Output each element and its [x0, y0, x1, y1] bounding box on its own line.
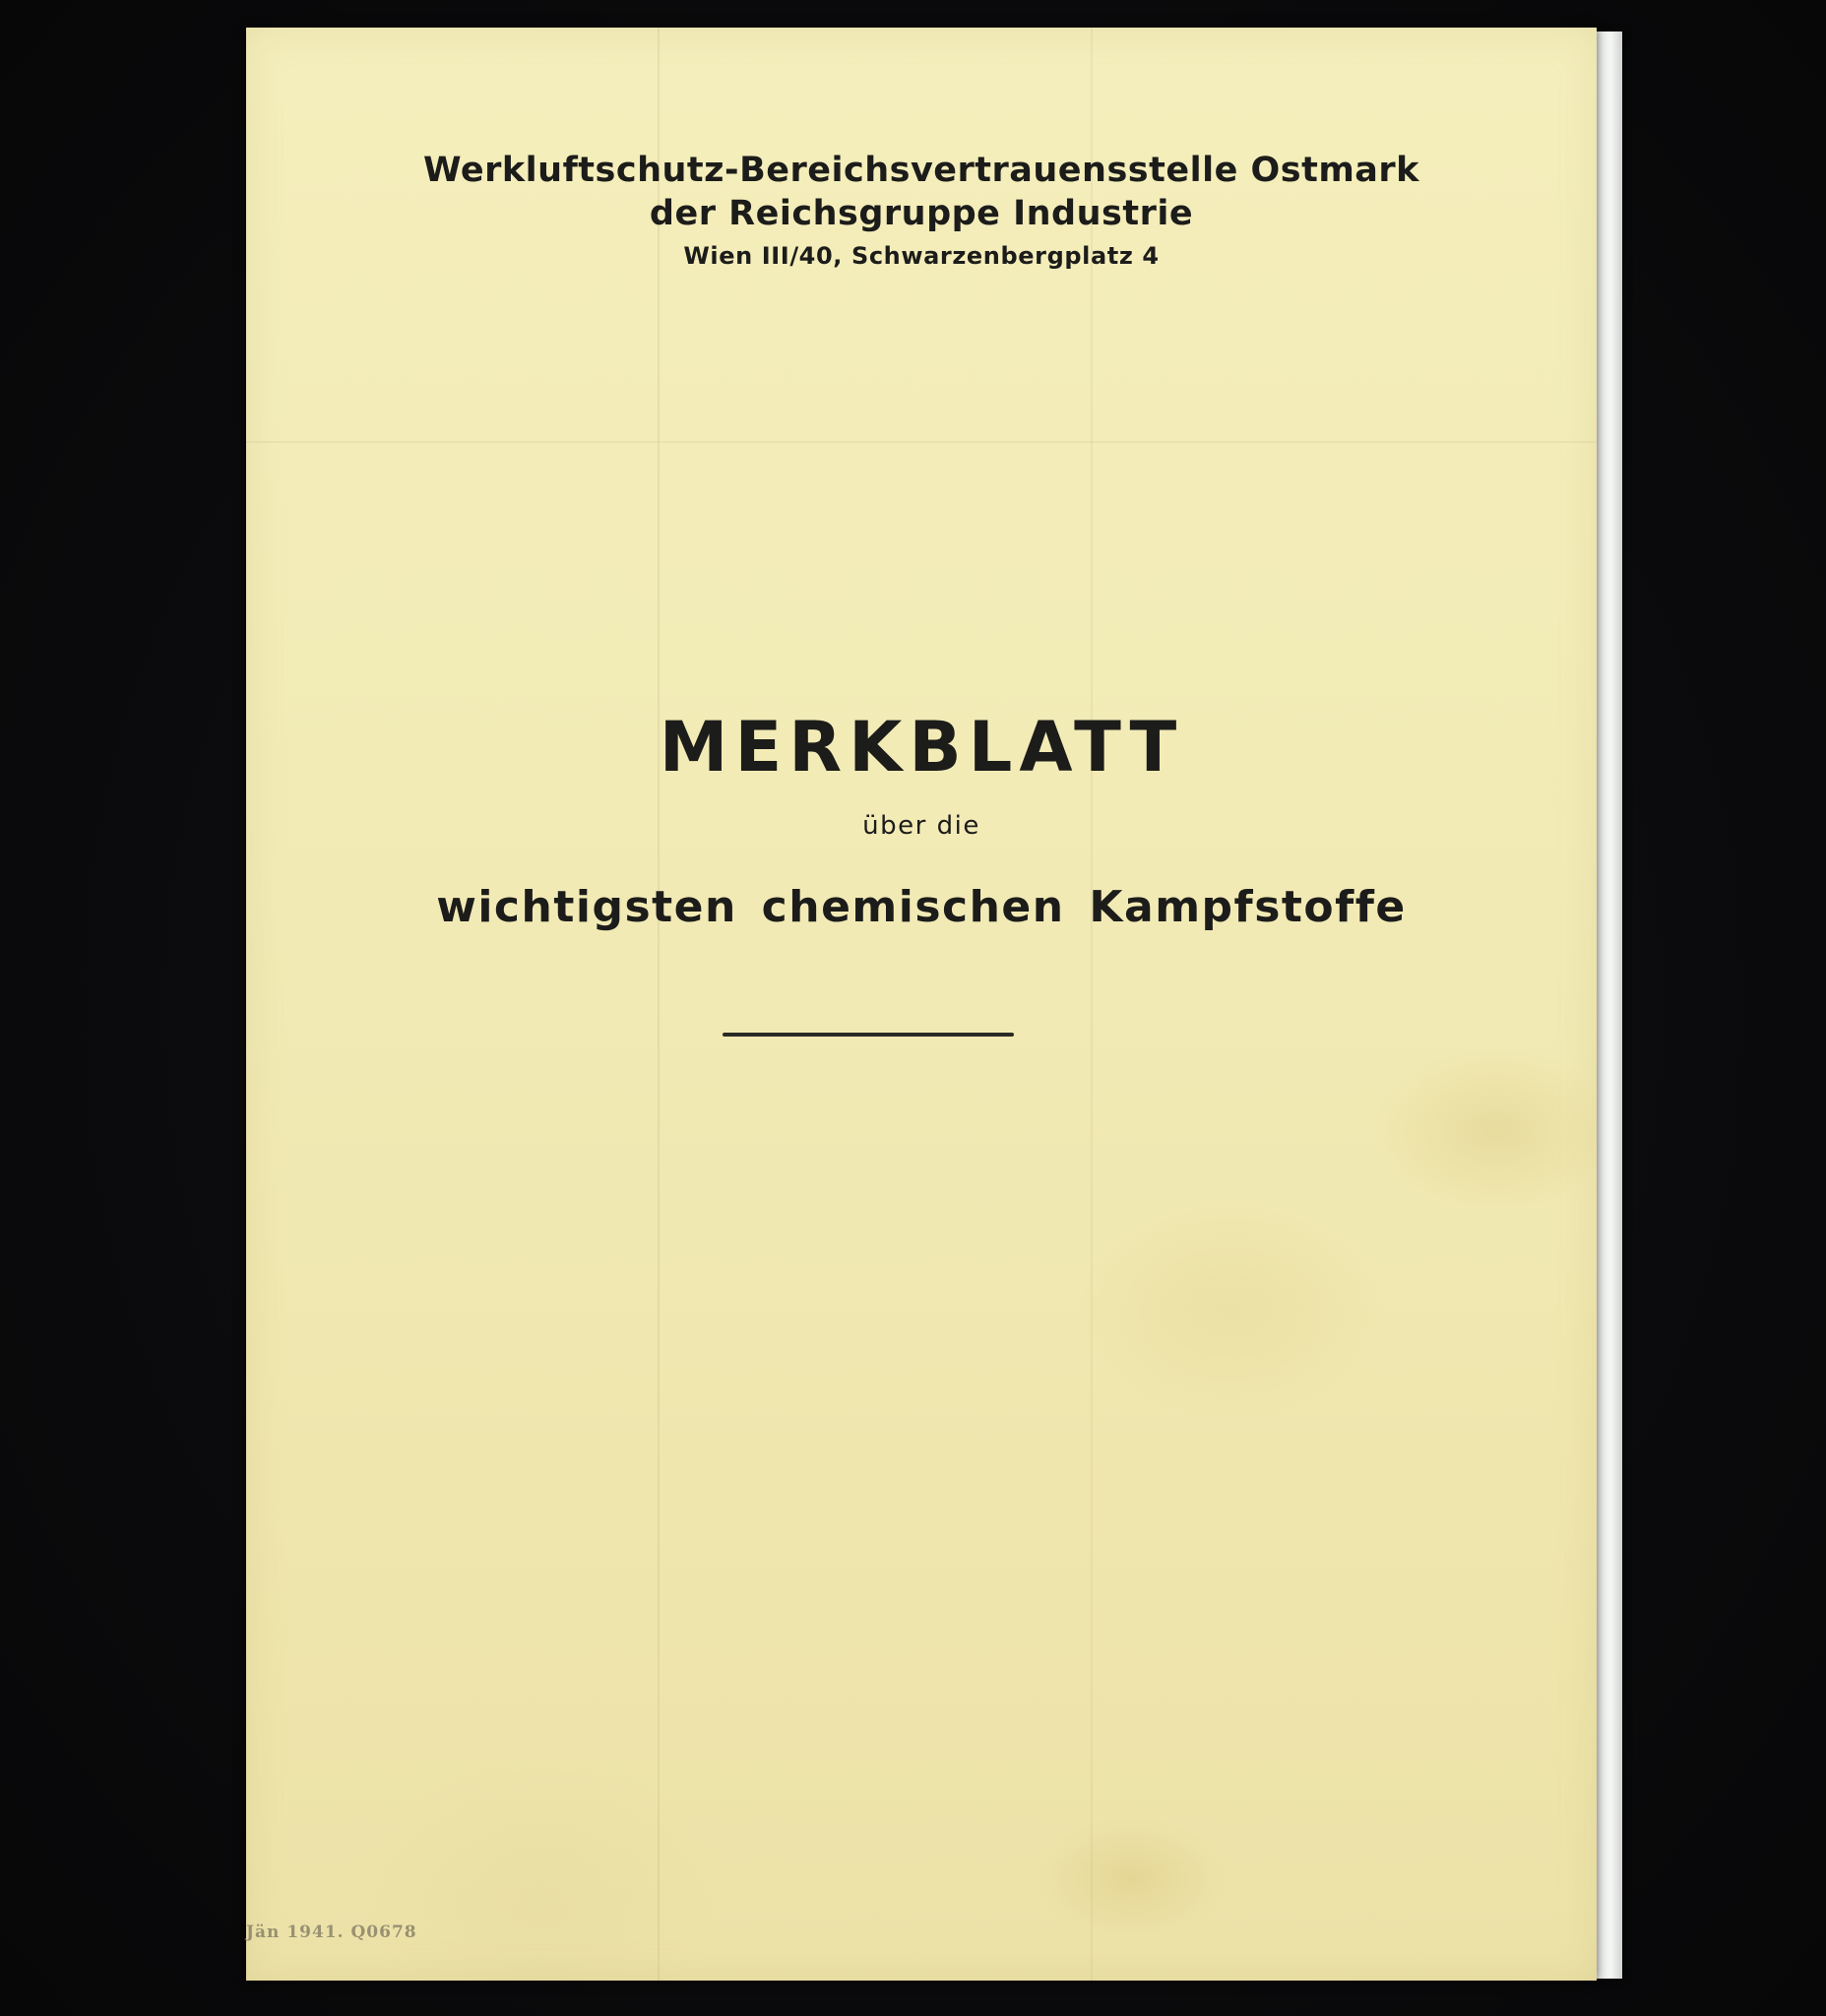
divider-rule [723, 1033, 1014, 1037]
leaflet-cover [246, 28, 1597, 1981]
fold-line [1091, 28, 1093, 1981]
document-title: MERKBLATT [659, 707, 1184, 788]
fold-line [658, 28, 660, 1981]
issuer-name: Werkluftschutz-Bereichsvertrauensstelle Ostmark [423, 151, 1419, 190]
issuer-parent: der Reichsgruppe Industrie [649, 194, 1194, 233]
document-subtitle: wichtigsten chemischen Kampfstoffe [436, 882, 1407, 932]
title-connector: über die [862, 811, 980, 841]
printer-imprint: Jän 1941. Q0678 [246, 1922, 417, 1942]
issuer-header [246, 149, 1597, 273]
issuer-address: Wien III/40, Schwarzenbergplatz 4 [683, 242, 1160, 270]
fold-line [246, 441, 1597, 443]
